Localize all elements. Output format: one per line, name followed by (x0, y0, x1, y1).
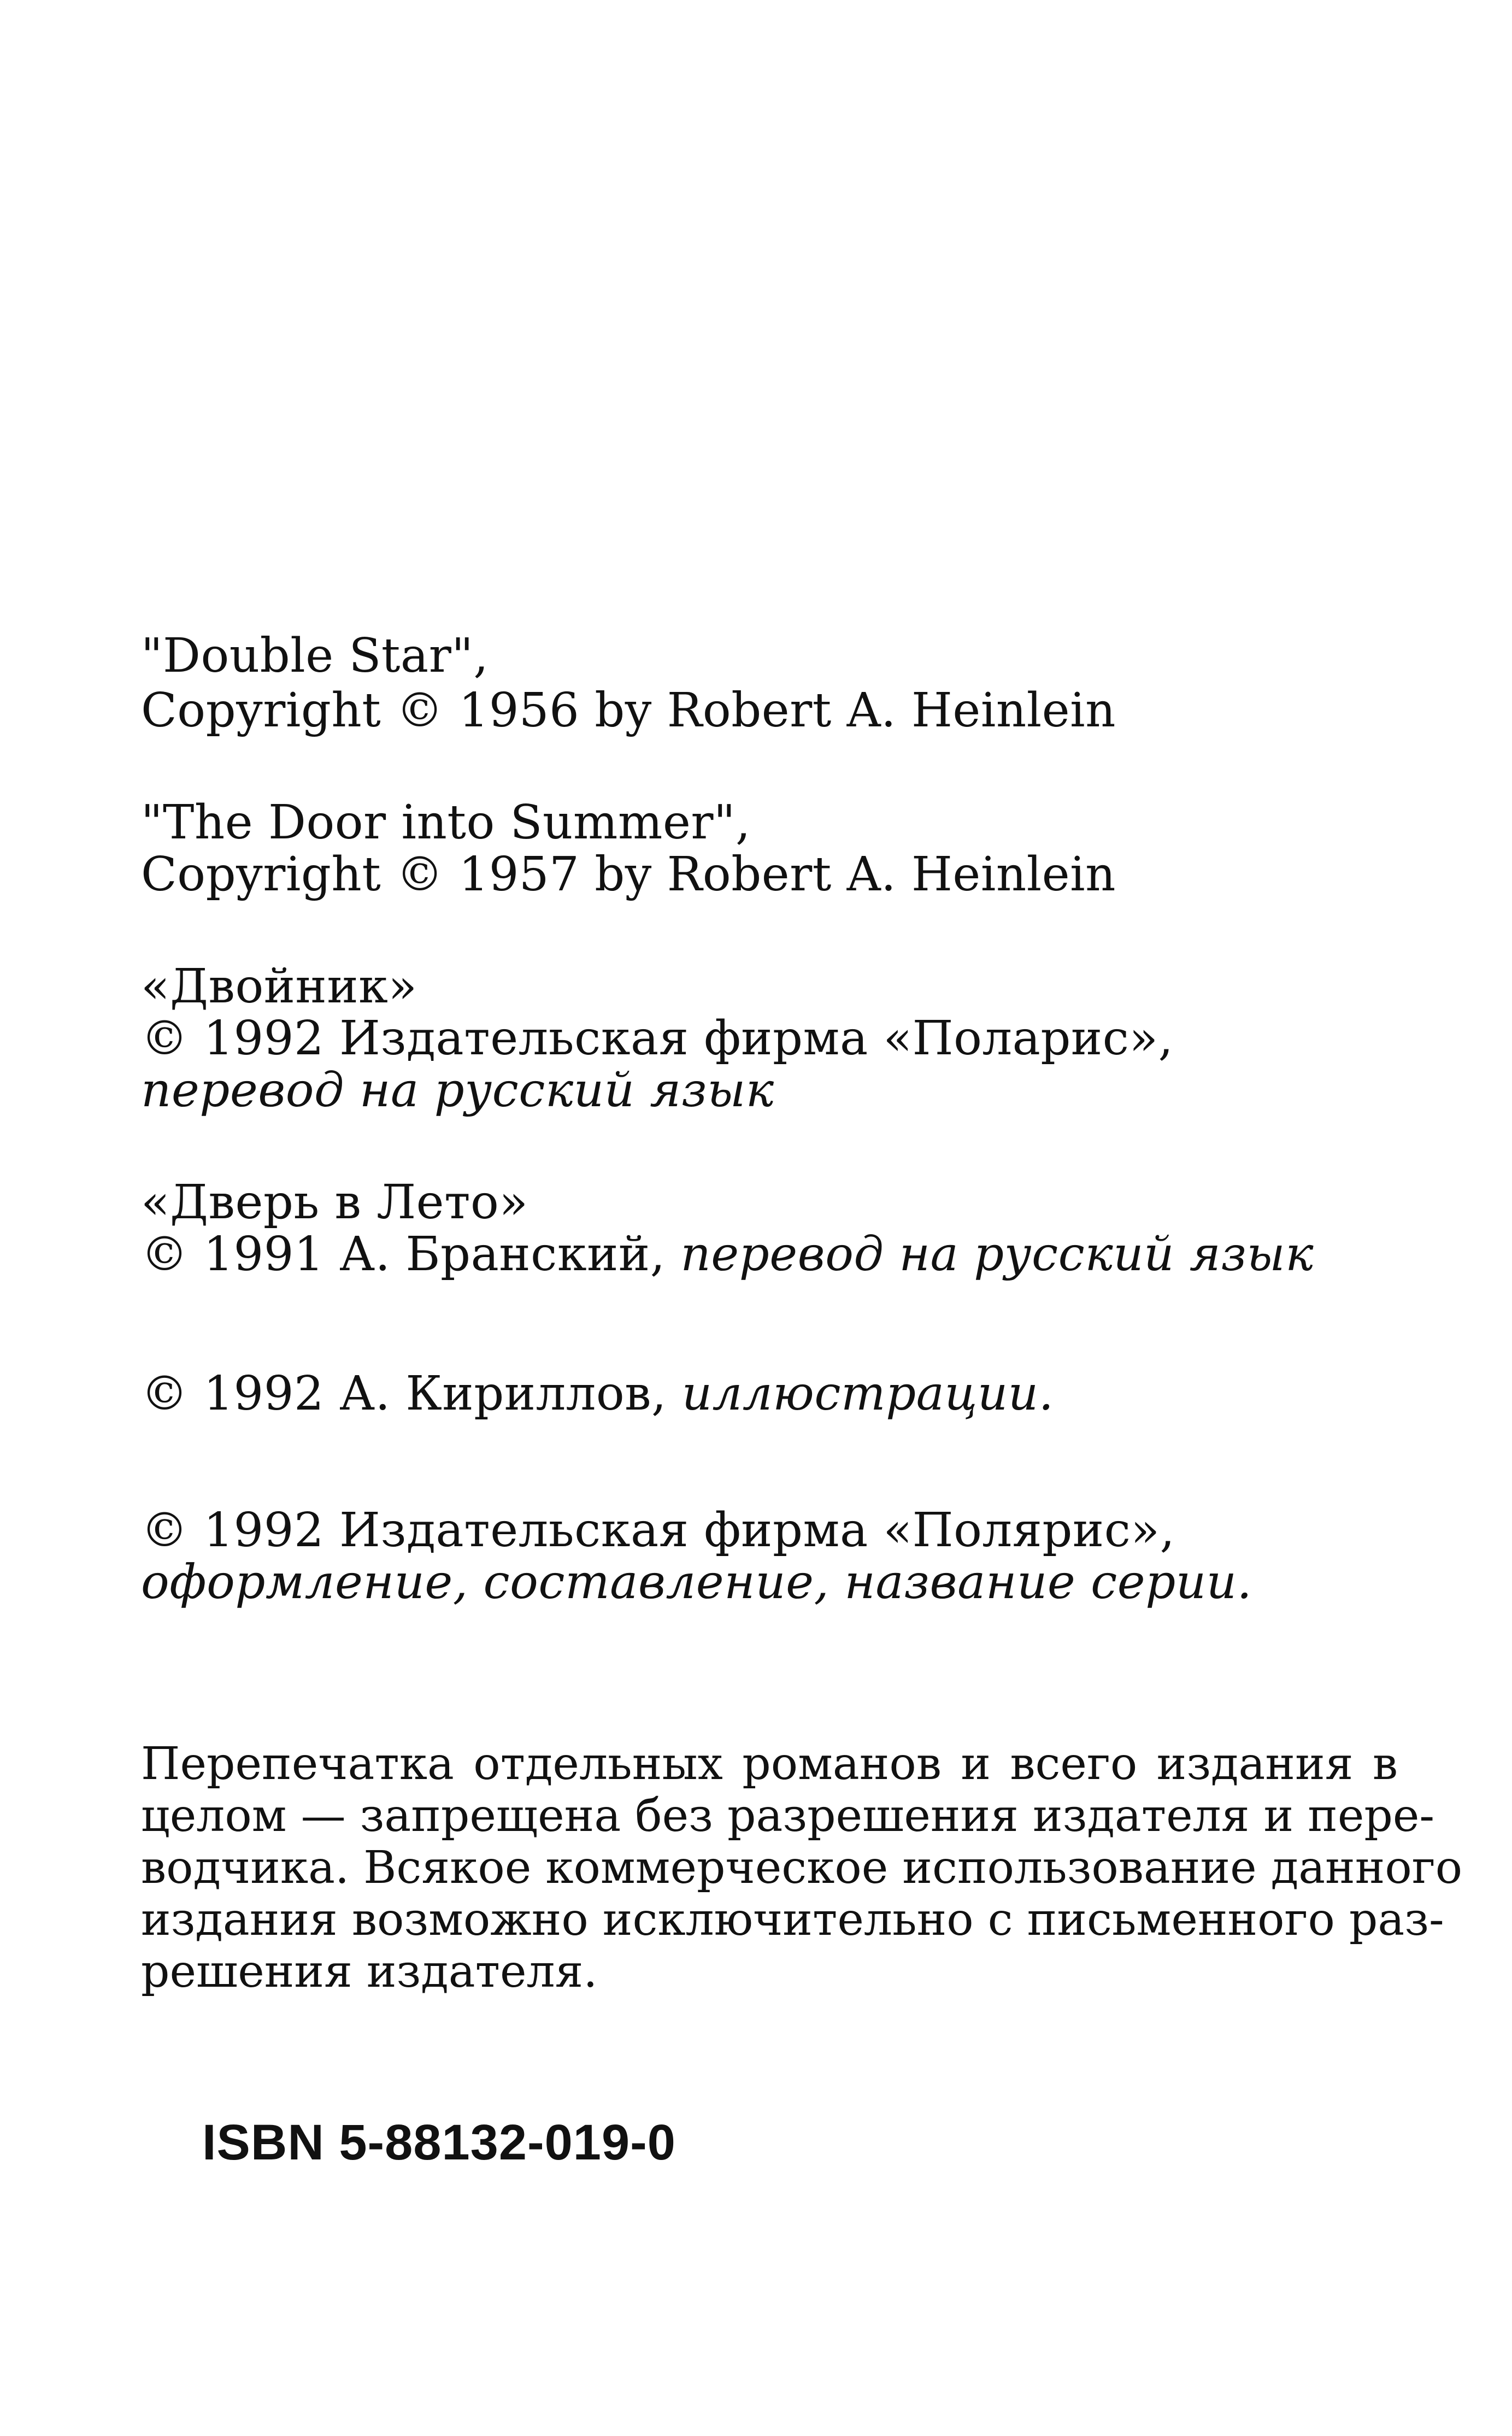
notice-line: целом — запрещена без разрешения издателя и пере- (141, 1790, 1435, 1842)
design-note: оформление, составление, название серии. (141, 1555, 1252, 1610)
dvoinik-copyright: © 1992 Издательская фирма «Поларис», (141, 1011, 1174, 1066)
isbn: ISBN 5-88132-019-0 (202, 2115, 676, 2170)
illustrator: © 1992 А. Кириллов, (141, 1366, 682, 1421)
reprint-notice (141, 1738, 1463, 1998)
illustrations-copyright (141, 1366, 1054, 1421)
notice-line: водчика. Всякое коммерческое использование данного (141, 1842, 1463, 1894)
dver-v-leto-translator: © 1991 А. Бранский, (141, 1227, 681, 1282)
dver-v-leto-title: «Дверь в Лето» (141, 1175, 528, 1230)
door-into-summer-copyright: Copyright © 1957 by Robert A. Heinlein (141, 847, 1116, 902)
dvoinik-title: «Двойник» (141, 959, 417, 1014)
double-star-copyright: Copyright © 1956 by Robert A. Heinlein (141, 683, 1116, 738)
design-copyright: © 1992 Издательская фирма «Полярис», (141, 1503, 1175, 1558)
dver-v-leto-copyright (141, 1227, 1314, 1282)
dver-v-leto-translation-note: перевод на русский язык (680, 1227, 1314, 1282)
notice-line: Перепечатка отдельных романов и всего издания в (141, 1738, 1398, 1790)
double-star-title: "Double Star", (141, 629, 489, 683)
notice-line: издания возможно исключительно с письменного раз- (141, 1894, 1444, 1946)
door-into-summer-title: "The Door into Summer", (141, 795, 751, 850)
notice-line: решения издателя. (141, 1946, 598, 1998)
illustrations-note: иллюстрации. (681, 1366, 1054, 1421)
dvoinik-translation-note: перевод на русский язык (141, 1063, 774, 1118)
